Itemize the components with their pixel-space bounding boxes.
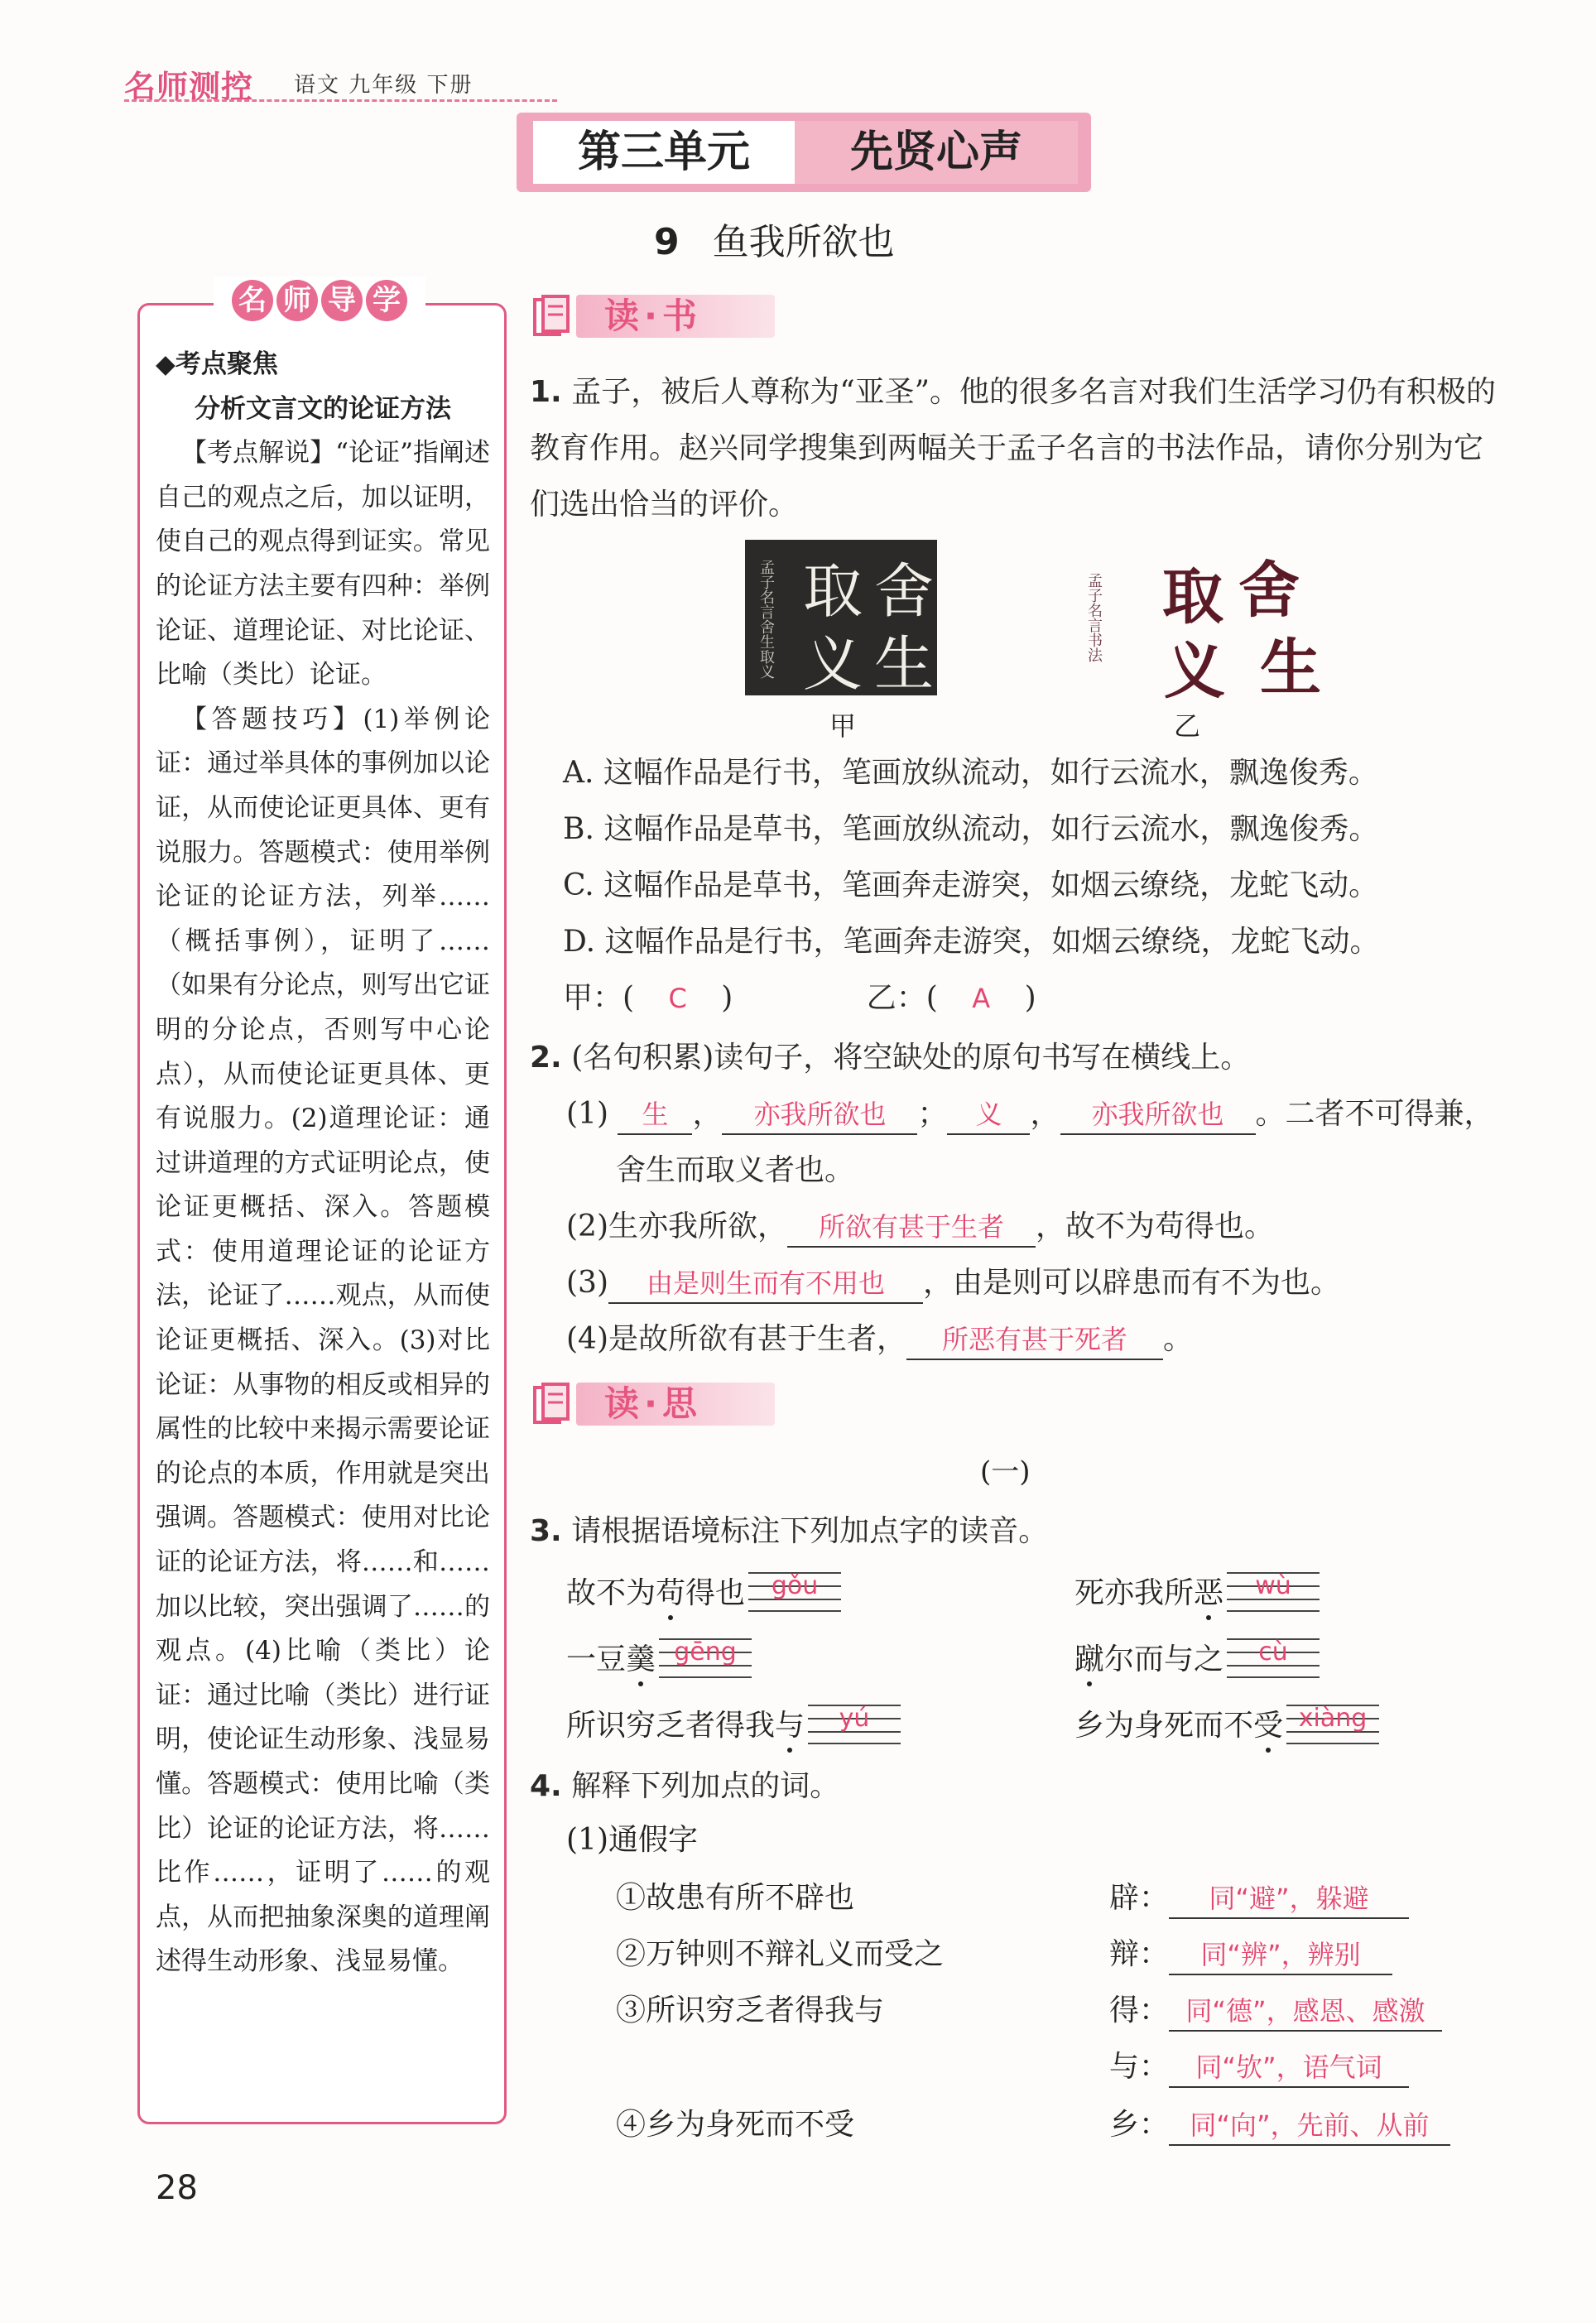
brand-logo: 名师测控 bbox=[124, 69, 254, 105]
answer-blank: 同“避”，躲避 bbox=[1169, 1879, 1409, 1919]
calligraphy-b-image: 舍 生 取 义 孟子名言书法 bbox=[1085, 555, 1321, 707]
book-icon bbox=[530, 293, 576, 339]
calligraphy-a-image: 舍 生 取 义 孟子名言舍生取义 bbox=[745, 540, 937, 695]
question-3 bbox=[530, 1503, 1507, 1560]
pinyin-item: 蹴尔而与之 cù bbox=[1074, 1636, 1320, 1678]
option-a: A. 这幅作品是行书，笔画放纵流动，如行云流水，飘逸俊秀。 bbox=[563, 756, 1378, 790]
pinyin-item: 故不为苟得也 gǒu bbox=[566, 1570, 841, 1612]
question-stem: (名句积累)读句子，将空缺处的原句书写在横线上。 bbox=[571, 1041, 1251, 1075]
unit-number: 第三单元 bbox=[577, 127, 750, 177]
focus-heading: ◆考点聚焦 bbox=[156, 349, 278, 379]
q4-key: 乡： 同“向”，先前、从前 bbox=[1109, 2101, 1450, 2146]
pinyin-grid: xiàng bbox=[1286, 1705, 1379, 1744]
pinyin-grid: yú bbox=[808, 1705, 901, 1744]
answer-blank: 义 bbox=[947, 1095, 1030, 1135]
pinyin-grid: gēng bbox=[659, 1638, 752, 1678]
focus-topic: 分析文言文的论证方法 bbox=[195, 393, 451, 424]
pinyin-item: 一豆羹 gēng bbox=[566, 1636, 752, 1678]
subsection-title: (1)通假字 bbox=[566, 1823, 698, 1857]
pinyin-grid: gǒu bbox=[748, 1572, 841, 1612]
section-banner-read-book bbox=[530, 290, 778, 344]
sidebar-title-char: 学 bbox=[366, 280, 407, 321]
sidebar-content bbox=[156, 343, 490, 1984]
question-number: 1. bbox=[530, 375, 562, 409]
subject-label: 语文 九年级 下册 bbox=[294, 73, 474, 98]
question-stem: 孟子，被后人尊称为“亚圣”。他的很多名言对我们生活学习仍有积极的教育作用。赵兴同学搜集到两幅关于孟子名言的书法作品，请你分别为它们选出恰当的评价。 bbox=[530, 375, 1496, 522]
q4-sentence: ③所识穷乏者得我与 bbox=[616, 1994, 885, 2027]
question-1 bbox=[530, 364, 1507, 533]
question-2: 2. (名句积累)读句子，将空缺处的原句书写在横线上。 (1) 生 ， 亦我所欲也 ； 义 ， 亦我所欲也 。二者不可得兼， 舍生而取义者也。 (2)生亦我所欲， 所欲有甚于生者 ，故不为苟得也。 (3) 由是则生而有不用也 ，由是则可以辟患而有不为也。 (4)是故所欲有甚于生者， 所恶有甚于死者 。 bbox=[530, 1030, 1507, 1368]
answer-a: C bbox=[668, 983, 687, 1014]
answer-blank: 亦我所欲也 bbox=[1060, 1095, 1256, 1135]
header-divider bbox=[124, 99, 557, 102]
option-c: C. 这幅作品是草书，笔画奔走游突，如烟云缭绕，龙蛇飞动。 bbox=[563, 868, 1379, 902]
sidebar-title-char: 师 bbox=[276, 280, 318, 321]
sidebar-explanation: 【考点解说】“论证”指阐述自己的观点之后，加以证明，使自己的观点得到证实。常见的论证方法主要有四种：举例论证、道理论证、对比论证、比喻（类比）论证。 bbox=[156, 438, 490, 690]
answer-blank: 所欲有甚于生者 bbox=[787, 1208, 1036, 1248]
q4-key: 与： 同“欤”，语气词 bbox=[1109, 2043, 1409, 2088]
question-number: 2. bbox=[530, 1041, 562, 1075]
answer-blank: 由是则生而有不用也 bbox=[608, 1264, 923, 1304]
question-number: 4. bbox=[530, 1769, 562, 1803]
pinyin-item: 所识穷乏者得我与 yú bbox=[566, 1702, 901, 1744]
page-number: 28 bbox=[156, 2169, 198, 2207]
lesson-title bbox=[654, 212, 985, 265]
answer-blank: 亦我所欲也 bbox=[722, 1095, 917, 1135]
question-stem: 请根据语境标注下列加点字的读音。 bbox=[571, 1514, 1049, 1548]
answer-blank: 同“向”，先前、从前 bbox=[1169, 2106, 1450, 2146]
question-stem: 解释下列加点的词。 bbox=[571, 1769, 840, 1803]
answer-b: A bbox=[972, 983, 991, 1014]
question-number: 3. bbox=[530, 1514, 562, 1548]
q4-key: 辩： 同“辨”，辨别 bbox=[1109, 1931, 1392, 1975]
answer-blank: 所恶有甚于死者 bbox=[906, 1320, 1163, 1360]
book-icon bbox=[530, 1381, 576, 1427]
part-heading: (一) bbox=[980, 1455, 1031, 1489]
answer-blank: 同“德”，感恩、感激 bbox=[1169, 1992, 1442, 2032]
q1-options bbox=[563, 745, 1507, 1027]
q1-answers: 甲：( C ) 乙：( A ) bbox=[563, 981, 1036, 1015]
caption-b: 乙 bbox=[1174, 710, 1201, 742]
q4-sentence: ①故患有所不辟也 bbox=[616, 1881, 855, 1915]
lesson-number: 9 bbox=[654, 221, 680, 263]
unit-theme: 先贤心声 bbox=[849, 127, 1022, 177]
sidebar-title-char: 名 bbox=[232, 280, 273, 321]
option-b: B. 这幅作品是草书，笔画放纵流动，如行云流水，飘逸俊秀。 bbox=[563, 812, 1379, 846]
section-banner-read-think bbox=[530, 1378, 778, 1432]
q4-key: 辟： 同“避”，躲避 bbox=[1109, 1874, 1409, 1919]
sidebar-title-char: 导 bbox=[321, 280, 363, 321]
option-d: D. 这幅作品是行书，笔画奔走游突，如烟云缭绕，龙蛇飞动。 bbox=[563, 925, 1380, 959]
q4-sentence: ②万钟则不辩礼义而受之 bbox=[616, 1937, 945, 1971]
section-label: 读·书 bbox=[604, 296, 702, 336]
caption-a: 甲 bbox=[829, 710, 857, 742]
q4-sentence: ④乡为身死而不受 bbox=[616, 2108, 855, 2142]
lesson-name: 鱼我所欲也 bbox=[712, 221, 895, 263]
pinyin-item: 乡为身死而不受 xiàng bbox=[1074, 1702, 1379, 1744]
answer-blank: 同“辨”，辨别 bbox=[1169, 1936, 1392, 1975]
section-label: 读·思 bbox=[604, 1383, 702, 1424]
sidebar-tips: 【答题技巧】(1)举例论证：通过举具体的事例加以论证，从而使论证更具体、更有说服力。答题模式：使用举例论证的论证方法，列举……（概括事例），证明了……（如果有分论点，则写出它证明的分论点，否则写中心论点），从而使论证更具体、更有说服力。(2)道理论证：通过讲道理的方式证明论点，使论证更概括、深入。答题模式：使用道理论证的论证方法，论证了……观点，从而使论证更概括、深入。(3)对比论证：从事物的相反或相异的属性的比较中来揭示需要论证的论点的本质，作用就是突出强调。答题模式：使用对比论证的论证方法，将……和……加以比较，突出强调了……的观点。(4)比喻（类比）论证：通过比喻（类比）进行证明，使论证生动形象、浅显易懂。答题模式：使用比喻（类比）论证的论证方法，将……比作……，证明了……的观点，从而把抽象深奥的道理阐述得生动形象、浅显易懂。 bbox=[156, 704, 490, 1977]
pinyin-item: 死亦我所恶 wù bbox=[1074, 1570, 1320, 1612]
pinyin-grid: cù bbox=[1227, 1638, 1320, 1678]
pinyin-grid: wù bbox=[1227, 1572, 1320, 1612]
sidebar-title bbox=[214, 277, 425, 328]
answer-blank: 生 bbox=[618, 1095, 692, 1135]
question-4 bbox=[530, 1758, 1507, 1815]
q4-key: 得： 同“德”，感恩、感激 bbox=[1109, 1987, 1442, 2032]
answer-blank: 同“欤”，语气词 bbox=[1169, 2048, 1409, 2088]
